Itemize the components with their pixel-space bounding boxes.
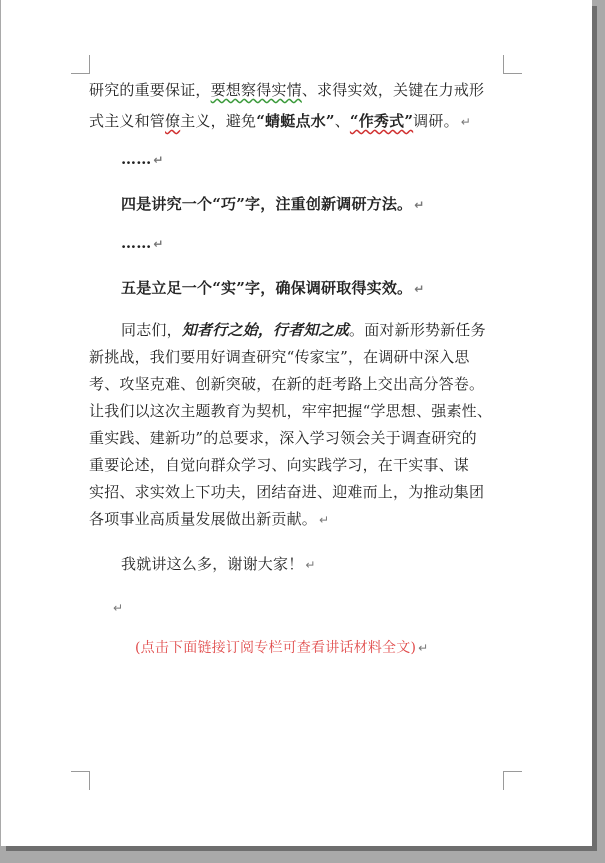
closing-line	[121, 553, 316, 574]
text-run: 研究的重要保证，	[89, 81, 211, 99]
text-run: 各项事业高质量发展做出新贡献。	[89, 510, 318, 528]
ellipsis: ……	[121, 234, 152, 252]
spelling-flagged-text: 僚	[165, 112, 181, 130]
text-run: 。面对新形势新任务	[349, 321, 486, 339]
paragraph-mark: ↵	[460, 115, 472, 129]
paragraph-3-line-2	[89, 346, 470, 367]
paragraph-mark: ↵	[305, 558, 316, 572]
page-shadow-right	[592, 6, 597, 851]
paragraph-mark: ↵	[418, 641, 429, 655]
text-run: 重要论述，自觉向群众学习、向实践学习，在干实事、谋	[89, 456, 470, 474]
text-run: 同志们，	[121, 321, 182, 339]
paragraph-3-line-6	[89, 454, 469, 475]
empty-paragraph	[111, 598, 123, 616]
paragraph-3-line-1	[121, 319, 501, 340]
bold-quote: “蜻蜓点水”	[256, 112, 335, 130]
text-run: 新挑战，我们要用好调查研究“传家宝”，在调研中深入思	[89, 348, 470, 366]
paragraph-3-line-7	[89, 481, 484, 502]
body-line-1	[89, 79, 501, 100]
margin-corner-top-right	[503, 55, 522, 74]
text-run: 调研。	[413, 112, 459, 130]
paragraph-mark: ↵	[153, 153, 164, 167]
ellipsis: ……	[121, 150, 152, 168]
paragraph-3-line-5	[89, 427, 477, 448]
paragraph-mark: ↵	[153, 237, 164, 251]
section-heading-4	[121, 193, 425, 214]
document-page	[1, 0, 592, 846]
grammar-flagged-text: 要想察得实情	[210, 81, 302, 99]
ellipsis-line-2	[121, 234, 164, 252]
heading-text: 四是讲究一个“巧”字，注重创新调研方法。	[121, 195, 413, 213]
margin-corner-top-left	[71, 55, 90, 74]
margin-corner-bottom-right	[503, 771, 522, 790]
paragraph-mark: ↵	[319, 513, 330, 527]
page-shadow-bottom	[6, 846, 597, 851]
text-run: 式主义和管	[89, 112, 166, 130]
text-run: 主义，避免	[180, 112, 257, 130]
text-run: 实招、求实效上下功夫，团结奋进、迎难而上，为推动集团	[89, 483, 485, 501]
closing-text: 我就讲这么多，谢谢大家！	[121, 555, 304, 573]
ellipsis-line-1	[121, 150, 164, 168]
text-run: 考、攻坚克难、创新突破，在新的赶考路上交出高分答卷。	[89, 375, 485, 393]
link-note-text[interactable]: (点击下面链接订阅专栏可查看讲话材料全文)	[135, 640, 417, 656]
body-line-2	[89, 110, 471, 131]
text-run: 、求得实效，关键在力戒形	[301, 81, 485, 99]
paragraph-3-line-4	[89, 400, 492, 421]
emphasis-quote: 知者行之始，行者知之成	[181, 321, 350, 339]
paragraph-3-line-3	[89, 373, 484, 394]
paragraph-3-line-8	[89, 508, 329, 529]
text-run: 重实践、建新功”的总要求，深入学习领会关于调查研究的	[89, 429, 477, 447]
subscribe-link-note[interactable]	[135, 637, 428, 657]
paragraph-mark: ↵	[414, 198, 425, 212]
text-run: 让我们以这次主题教育为契机，牢牢把握“学思想、强素性、	[89, 402, 493, 420]
text-run: 、	[334, 112, 350, 130]
margin-corner-bottom-left	[71, 771, 90, 790]
paragraph-mark: ↵	[414, 282, 425, 296]
paragraph-mark: ↵	[113, 601, 124, 615]
section-heading-5	[121, 277, 425, 298]
heading-text: 五是立足一个“实”字，确保调研取得实效。	[121, 279, 413, 297]
bold-quote-flagged: “作秀式”	[349, 112, 414, 130]
